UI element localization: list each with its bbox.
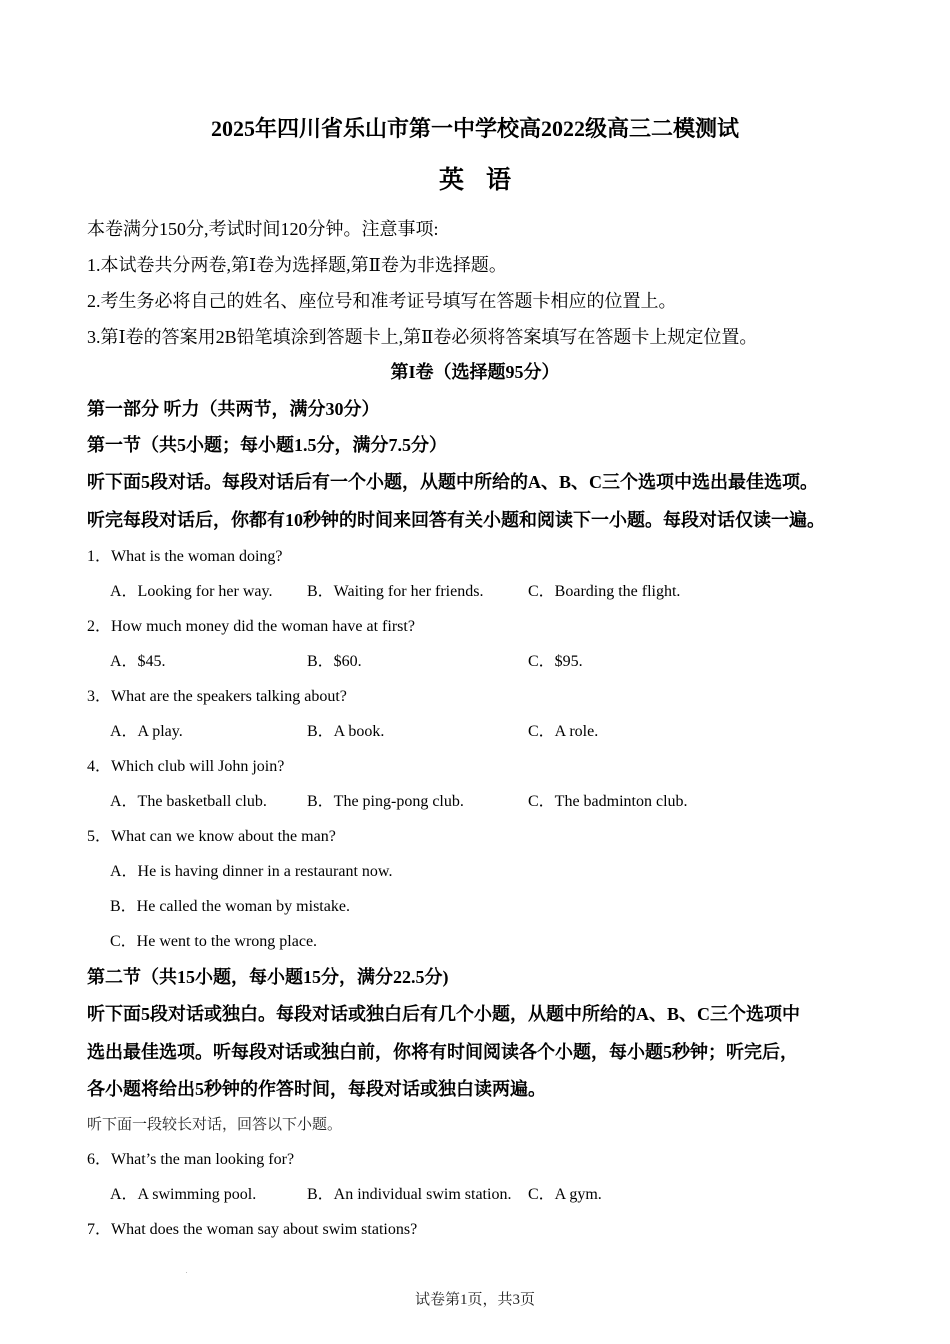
option-c: C．He went to the wrong place. [110, 933, 318, 950]
question-stem: 6．What’s the man looking for? [87, 1151, 295, 1168]
option-a: A．$45. [110, 653, 166, 670]
option-b: B．A book. [307, 723, 385, 740]
section2-title: 第二节（共15小题，每小题15分，满分22.5分) [87, 967, 449, 987]
option-b: B．An individual swim station. [307, 1186, 512, 1203]
part1-title: 第一部分 听力（共两节，满分30分） [87, 399, 380, 419]
option-c: C．Boarding the flight. [528, 583, 681, 600]
option-c: C．The badminton club. [528, 793, 688, 810]
question-stem: 5．What can we know about the man? [87, 828, 336, 845]
section1-title: 第一节（共5小题；每小题1.5分，满分7.5分） [87, 435, 447, 455]
option-c: C．$95. [528, 653, 583, 670]
question-stem: 2．How much money did the woman have at first? [87, 618, 415, 635]
option-a: A．A swimming pool. [110, 1186, 257, 1203]
subject-title: 英语 [438, 167, 533, 194]
option-b: B．$60. [307, 653, 362, 670]
notice-line: 本卷满分150分,考试时间120分钟。注意事项: [87, 219, 439, 239]
option-b: B．Waiting for her friends. [307, 583, 484, 600]
scan-speck [186, 1272, 187, 1273]
question-stem: 7．What does the woman say about swim stations? [87, 1221, 418, 1238]
option-a: A．He is having dinner in a restaurant now. [110, 863, 393, 880]
section2-instruction: 各小题将给出5秒钟的作答时间，每段对话或独白读两遍。 [87, 1079, 546, 1099]
option-c: C．A gym. [528, 1186, 602, 1203]
option-b: B．The ping-pong club. [307, 793, 464, 810]
option-a: A．The basketball club. [110, 793, 267, 810]
section1-instruction: 听完每段对话后，你都有10秒钟的时间来回答有关小题和阅读下一小题。每段对话仅读一遍。 [87, 510, 825, 530]
exam-title: 2025年四川省乐山市第一中学校高2022级高三二模测试 [210, 116, 739, 141]
notice-line: 2.考生务必将自己的姓名、座位号和准考证号填写在答题卡相应的位置上。 [87, 291, 677, 311]
option-a: A．A play. [110, 723, 183, 740]
dialogue-note: 听下面一段较长对话，回答以下小题。 [87, 1117, 343, 1133]
section2-instruction: 听下面5段对话或独白。每段对话或独白后有几个小题，从题中所给的A、B、C三个选项中 [87, 1004, 800, 1024]
option-a: A．Looking for her way. [110, 583, 273, 600]
notice-line: 1.本试卷共分两卷,第Ⅰ卷为选择题,第Ⅱ卷为非选择题。 [87, 255, 507, 275]
question-stem: 1．What is the woman doing? [87, 548, 283, 565]
question-stem: 3．What are the speakers talking about? [87, 688, 347, 705]
section1-instruction: 听下面5段对话。每段对话后有一个小题，从题中所给的A、B、C三个选项中选出最佳选项。 [87, 472, 818, 492]
section2-instruction: 选出最佳选项。听每段对话或独白前，你将有时间阅读各个小题，每小题5秒钟；听完后， [87, 1042, 798, 1062]
option-c: C．A role. [528, 723, 599, 740]
page-footer: 试卷第1页，共3页 [414, 1292, 535, 1308]
question-stem: 4．Which club will John join? [87, 758, 285, 775]
notice-line: 3.第Ⅰ卷的答案用2B铅笔填涂到答题卡上,第Ⅱ卷必须将答案填写在答题卡上规定位置。 [87, 327, 758, 347]
option-b: B．He called the woman by mistake. [110, 898, 350, 915]
volume-title: 第I卷（选择题95分） [390, 362, 560, 382]
